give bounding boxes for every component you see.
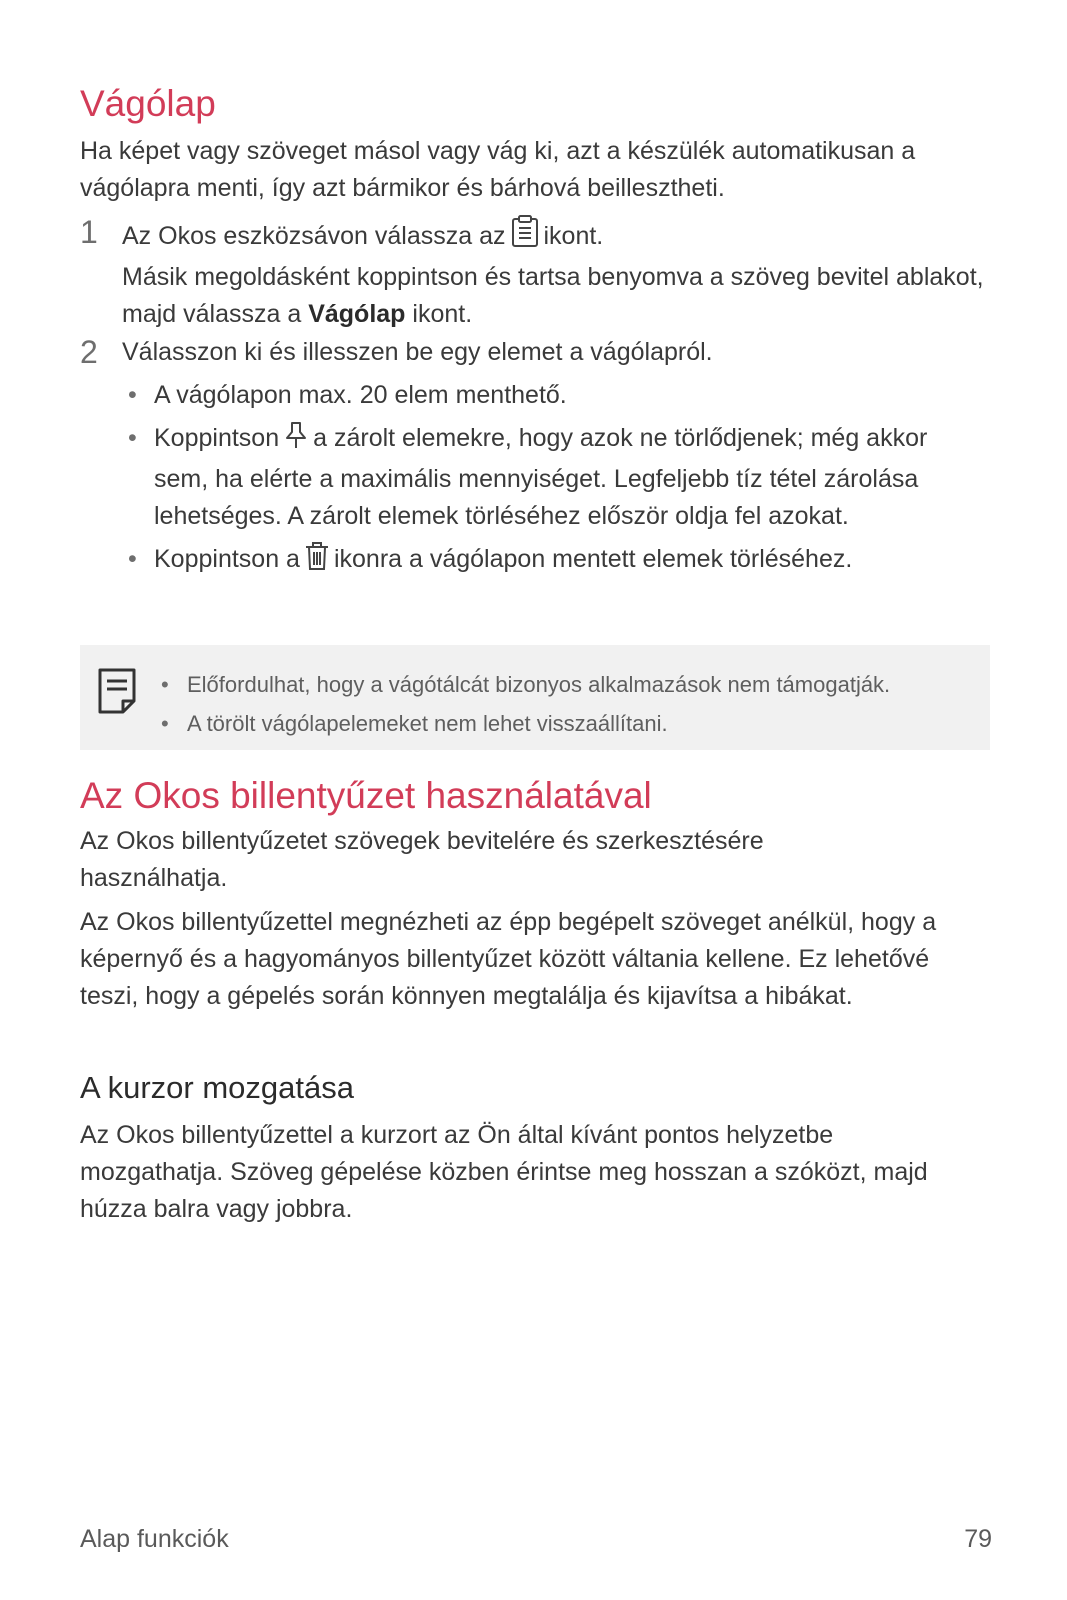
footer-section-name: Alap funkciók [80, 1525, 229, 1553]
smart-keyboard-p1: Az Okos billentyűzetet szövegek bevitelére és szerkesztésére használhatja. [80, 827, 764, 892]
bullet-text: ikonra a vágólapon mentett elemek törléséhez. [333, 545, 853, 573]
step-1 [80, 214, 1012, 333]
cursor-p1: Az Okos billentyűzettel a kurzort az Ön által kívánt pontos helyzetbe mozgathatja. Szöveg gépelése közben érintse meg hosszan a szóközt, majd húzza balra vagy jobbra. [80, 1121, 928, 1223]
bullet: • [128, 545, 137, 573]
trash-icon [304, 541, 330, 582]
smart-keyboard-p2: Az Okos billentyűzettel megnézheti az épp begépelt szöveget anélkül, hogy a képernyő és a hagyományos billentyűzet között váltania kellene. Ez lehetővé teszi, hogy a gépelés során könnyen megtalálja és kijavítsa a hibákat. [80, 908, 937, 1010]
step-1-alt-a: Másik megoldásként koppintson és tartsa benyomva a szöveg bevitel ablakot, majd válassza a [122, 263, 984, 328]
clipboard-icon [510, 214, 540, 259]
section-title-smart-keyboard: Az Okos billentyűzet használatával [80, 775, 652, 816]
step-2-bullets [80, 377, 974, 588]
note-text: Előfordulhat, hogy a vágótálcát bizonyos alkalmazások nem támogatják. [187, 672, 891, 697]
bullet-text: Koppintson a [154, 545, 300, 573]
list-item [128, 377, 974, 414]
list-item [128, 420, 974, 535]
note-list [161, 665, 891, 743]
section-title-clipboard: Vágólap [80, 83, 216, 124]
step-1-alt-bold: Vágólap [308, 300, 406, 328]
note-text: A törölt vágólapelemeket nem lehet visszaállítani. [187, 711, 668, 736]
pin-icon [283, 420, 309, 461]
note-icon [97, 667, 137, 720]
bullet: • [161, 672, 169, 697]
step-number: 2 [80, 334, 98, 370]
step-1-text-b: ikont. [543, 222, 604, 250]
list-item [128, 541, 974, 582]
step-1-text [122, 214, 1012, 259]
clipboard-intro: Ha képet vagy szöveget másol vagy vág ki, azt a készülék automatikusan a vágólapra menti, így azt bármikor és bárhová beillesztheti. [80, 137, 916, 202]
step-1-alt [122, 259, 1012, 333]
page-number: 79 [964, 1525, 992, 1553]
bullet-text: A vágólapon max. 20 elem menthető. [154, 381, 567, 409]
step-2-text: Válasszon ki és illesszen be egy elemet a vágólapról. [122, 338, 713, 366]
note-box [80, 645, 990, 750]
bullet-text: Koppintson [154, 424, 280, 452]
bullet: • [161, 711, 169, 736]
bullet: • [128, 381, 137, 409]
step-2 [80, 334, 1012, 371]
list-item [161, 704, 890, 743]
step-1-text-a: Az Okos eszközsávon válassza az [122, 222, 506, 250]
step-1-alt-b: ikont. [412, 300, 473, 328]
list-item [161, 665, 891, 704]
bullet: • [128, 424, 137, 452]
section-title-cursor: A kurzor mozgatása [80, 1070, 354, 1105]
bullet-text: a zárolt elemekre, hogy azok ne törlődjenek; még akkor sem, ha elérte a maximális mennyiséget. Legfeljebb tíz tétel zárolása lehetséges. A zárolt elemek törléséhez először oldja fel azokat. [154, 424, 928, 530]
step-number: 1 [80, 214, 98, 250]
